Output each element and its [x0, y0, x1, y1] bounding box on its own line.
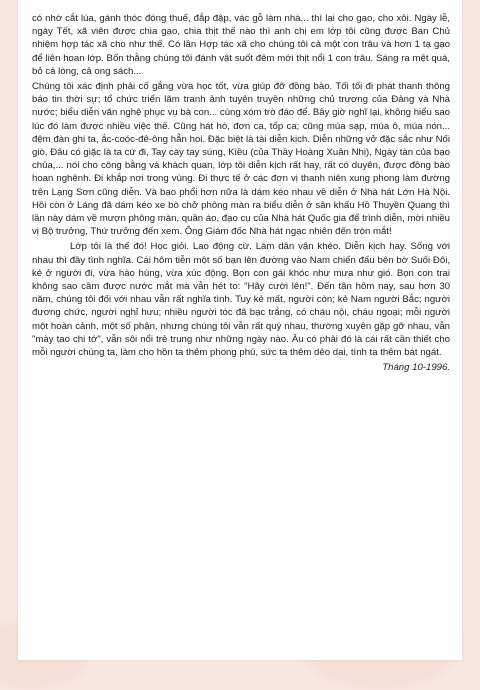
paragraph-2: Chúng tôi xác định phải cố gắng vừa học tốt, vừa giúp đỡ đồng bào. Tối tối đi phát thanh thông báo tin thời sự; tổ chức triển lãm tranh ảnh tuyên truyền những chủ trương của Đảng và Nhà nước; biểu diễn văn nghệ phục vụ bà con... cùng xóm trò đáo để. Bây giờ nghĩ lại, không hiểu sao lúc đó làm được nhiều việc thế. Cũng hát hò, đơn ca, tốp ca; cũng múa sạp, múa ô, múa nón... đệm đàn ghi ta, ắc-coóc-đê-ông hẳn hoi. Đặc biệt là tài diễn kịch. Diễn những vở đặc sắc như Nối giò, Đâu có giặc là ta cứ đi, Tay cày tay súng, Kiều (của Thầy Hoàng Xuân Nhị), Ngày tàn của bạo chúa,... nói cho công bằng và khách quan, lớp tôi diễn kịch rất hay, rất có duyên, được đồng bào hoan nghênh. Đi khắp nơi trong vùng. Đi thực tế ở các đơn vị thanh niên xung phong làm đường trên Lạng Sơn cũng diễn. Và bạo phổi hơn nữa là dám kéo nhau về diễn ở Nhà hát Lớn Hà Nội. Hồi còn ở Láng đã dám kéo xe bò chở phông màn ra biểu diễn ở sân khấu Hồ Thuyền Quang thì lần này dám về mượn phông màn, quần áo, đạo cụ của Nhà hát Quốc gia để trình diễn, mời nhiều vị Bộ trưởng, Thứ trưởng đến xem. Ông Giám đốc Nhà hát ngạc nhiên đến tròn mắt!	[32, 81, 450, 238]
paragraph-3: Lớp tôi là thế đó! Học giỏi. Lao động cừ. Làm dân vận khéo. Diễn kịch hay. Sống với nhau thì đầy tình nghĩa. Cái hôm tiễn một số bạn lên đường vào Nam chiến đấu bên bờ Suối Đôi, kẻ ở người đi, vừa hào hùng, vừa xúc động. Bọn con gái khóc như mưa như gió. Bọn con trai không sao cầm được nước mắt mà vẫn hét to: "Hãy cười lên!". Đến tận hôm nay, sau hơn 30 năm, chúng tôi đối với nhau vẫn rất nghĩa tình. Tuy kẻ mất, người còn; kẻ Nam người Bắc; người đương chức, người nghỉ hưu; nhiều người tóc đã bạc trắng, có cháu nội, cháu ngoại; mỗi người một hoàn cảnh, một số phận, nhưng chúng tôi vẫn rất quý nhau, thường xuyên gặp gỡ nhau, vẫn "mày tao chi tớ", vẫn sôi nổi trẻ trung như những ngày nào. Âu có phải đó là cái rất cần thiết cho mỗi người chúng ta, làm cho hồn ta thêm phong phú, sức ta thêm dẻo dai, tình ta thêm bát ngát.	[32, 241, 450, 359]
document-page	[18, 0, 462, 660]
paragraph-1: có nhờ cắt lúa, gánh thóc đóng thuế, đắp đập, vác gỗ làm nhà... thì lại cho gạo, cho xôi. Ngày lễ, ngày Tết, xã viên được chia gạo, chia thịt thế nào thì anh chị em lớp tôi cũng được Ban Chủ nhiệm hợp tác xã cho như thế. Có lần Hợp tác xã cho chúng tôi cả một con trâu và hơn 1 tạ gạo để liên hoan lớp. Bốn thằng chúng tôi đánh vật suốt đêm mới thịt nổi 1 con trâu. Sáng ra mệt quá, bỏ cả lòng, cả ong sách...	[32, 13, 450, 77]
date-signature: Tháng 10-1996.	[382, 362, 450, 374]
document-body	[32, 12, 450, 376]
